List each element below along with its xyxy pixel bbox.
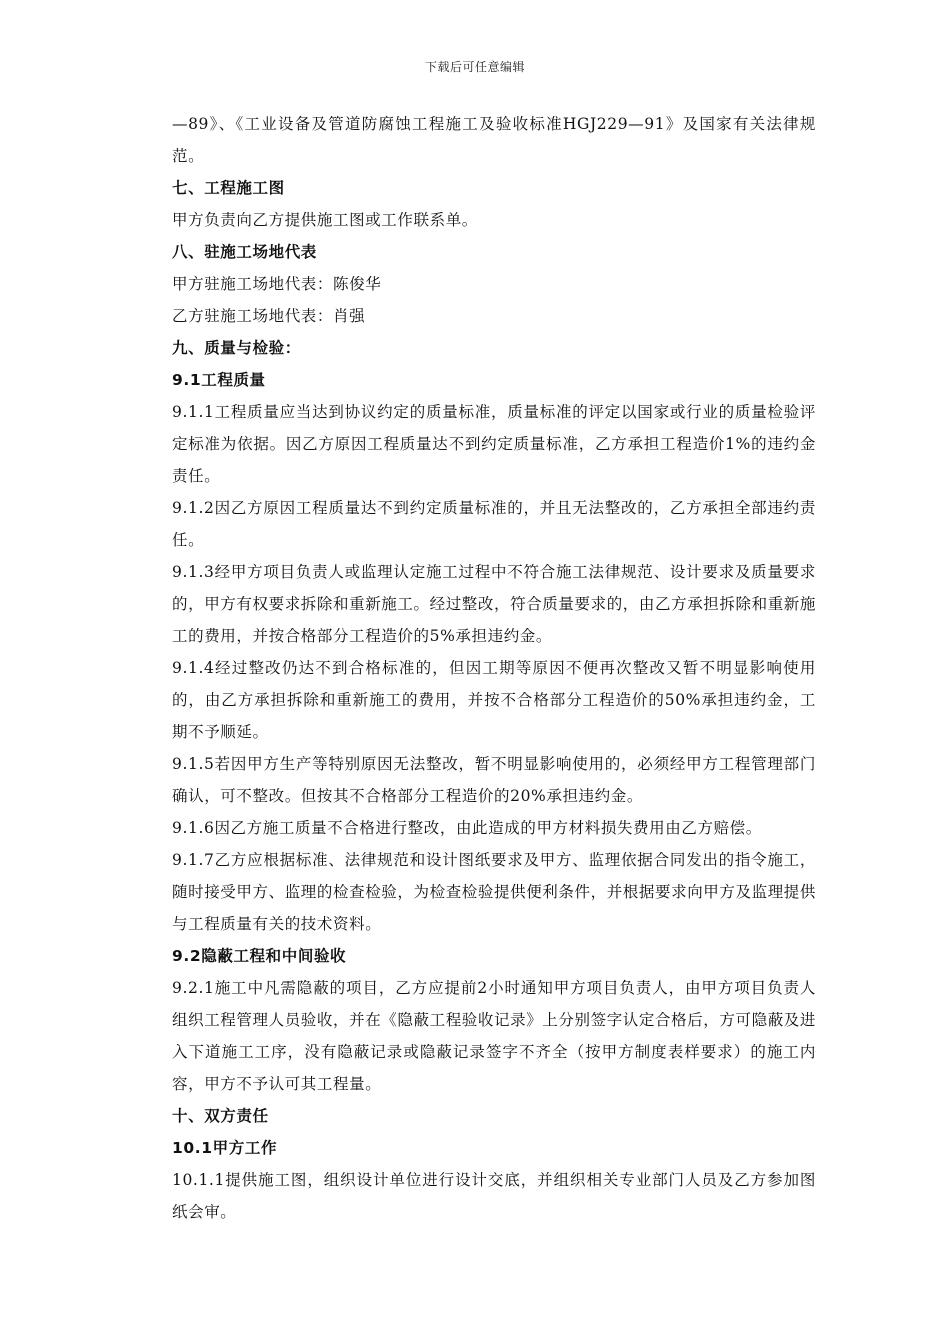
clause-9-2-1: 9.2.1施工中凡需隐蔽的项目，乙方应提前2小时通知甲方项目负责人，由甲方项目负责人组织工程管理人员验收，并在《隐蔽工程验收记录》上分别签字认定合格后，方可隐蔽及进入下道施工工序，没有隐蔽记录或隐蔽记录签字不齐全（按甲方制度表样要求）的施工内容，甲方不予认可其工程量。: [172, 979, 817, 1093]
subsection-heading-10-1: 10.1甲方工作: [172, 1139, 278, 1157]
clause-9-1-7: 9.1.7乙方应根据标准、法律规范和设计图纸要求及甲方、监理依据合同发出的指令施工，随时接受甲方、监理的检查检验，为检查检验提供便利条件，并根据要求向甲方及监理提供与工程质量有关的技术资料。: [172, 851, 817, 933]
section-heading-8: 八、驻施工场地代表: [172, 243, 317, 261]
section-heading-10: 十、双方责任: [172, 1107, 269, 1125]
subsection-heading-9-2: 9.2隐蔽工程和中间验收: [172, 947, 347, 965]
page-header: 下载后可任意编辑: [424, 60, 525, 74]
subsection-heading-9-1: 9.1工程质量: [172, 371, 266, 389]
clause-9-1-5: 9.1.5若因甲方生产等特别原因无法整改，暂不明显影响使用的，必须经甲方工程管理部门确认，可不整改。但按其不合格部分工程造价的20%承担违约金。: [172, 755, 816, 805]
clause-9-1-2: 9.1.2因乙方原因工程质量达不到约定质量标准的，并且无法整改的，乙方承担全部违约责任。: [172, 499, 816, 549]
paragraph-7-1: 甲方负责向乙方提供施工图或工作联系单。: [172, 211, 478, 229]
section-heading-9: 九、质量与检验：: [172, 339, 301, 357]
paragraph-8-2: 乙方驻施工场地代表：肖强: [172, 307, 366, 325]
clause-9-1-1: 9.1.1工程质量应当达到协议约定的质量标准，质量标准的评定以国家或行业的质量检验评定标准为依据。因乙方原因工程质量达不到约定质量标准，乙方承担工程造价1%的违约金责任。: [172, 403, 816, 485]
clause-9-1-6: 9.1.6因乙方施工质量不合格进行整改，由此造成的甲方材料损失费用由乙方赔偿。: [172, 819, 762, 837]
clause-9-1-3: 9.1.3经甲方项目负责人或监理认定施工过程中不符合施工法律规范、设计要求及质量要求的，甲方有权要求拆除和重新施工。经过整改，符合质量要求的，由乙方承担拆除和重新施工的费用，并按合格部分工程造价的5%承担违约金。: [172, 563, 817, 645]
paragraph-8-1: 甲方驻施工场地代表：陈俊华: [172, 275, 382, 293]
clause-10-1-1: 10.1.1提供施工图，组织设计单位进行设计交底，并组织相关专业部门人员及乙方参加图纸会审。: [172, 1171, 816, 1221]
document-body: [172, 108, 816, 1228]
paragraph-continuation: —89》、《工业设备及管道防腐蚀工程施工及验收标准HGJ229—91》及国家有关法律规范。: [172, 115, 816, 165]
section-heading-7: 七、工程施工图: [172, 179, 285, 197]
clause-9-1-4: 9.1.4经过整改仍达不到合格标准的，但因工期等原因不便再次整改又暂不明显影响使用的，由乙方承担拆除和重新施工的费用，并按不合格部分工程造价的50%承担违约金，工期不予顺延。: [172, 659, 816, 741]
